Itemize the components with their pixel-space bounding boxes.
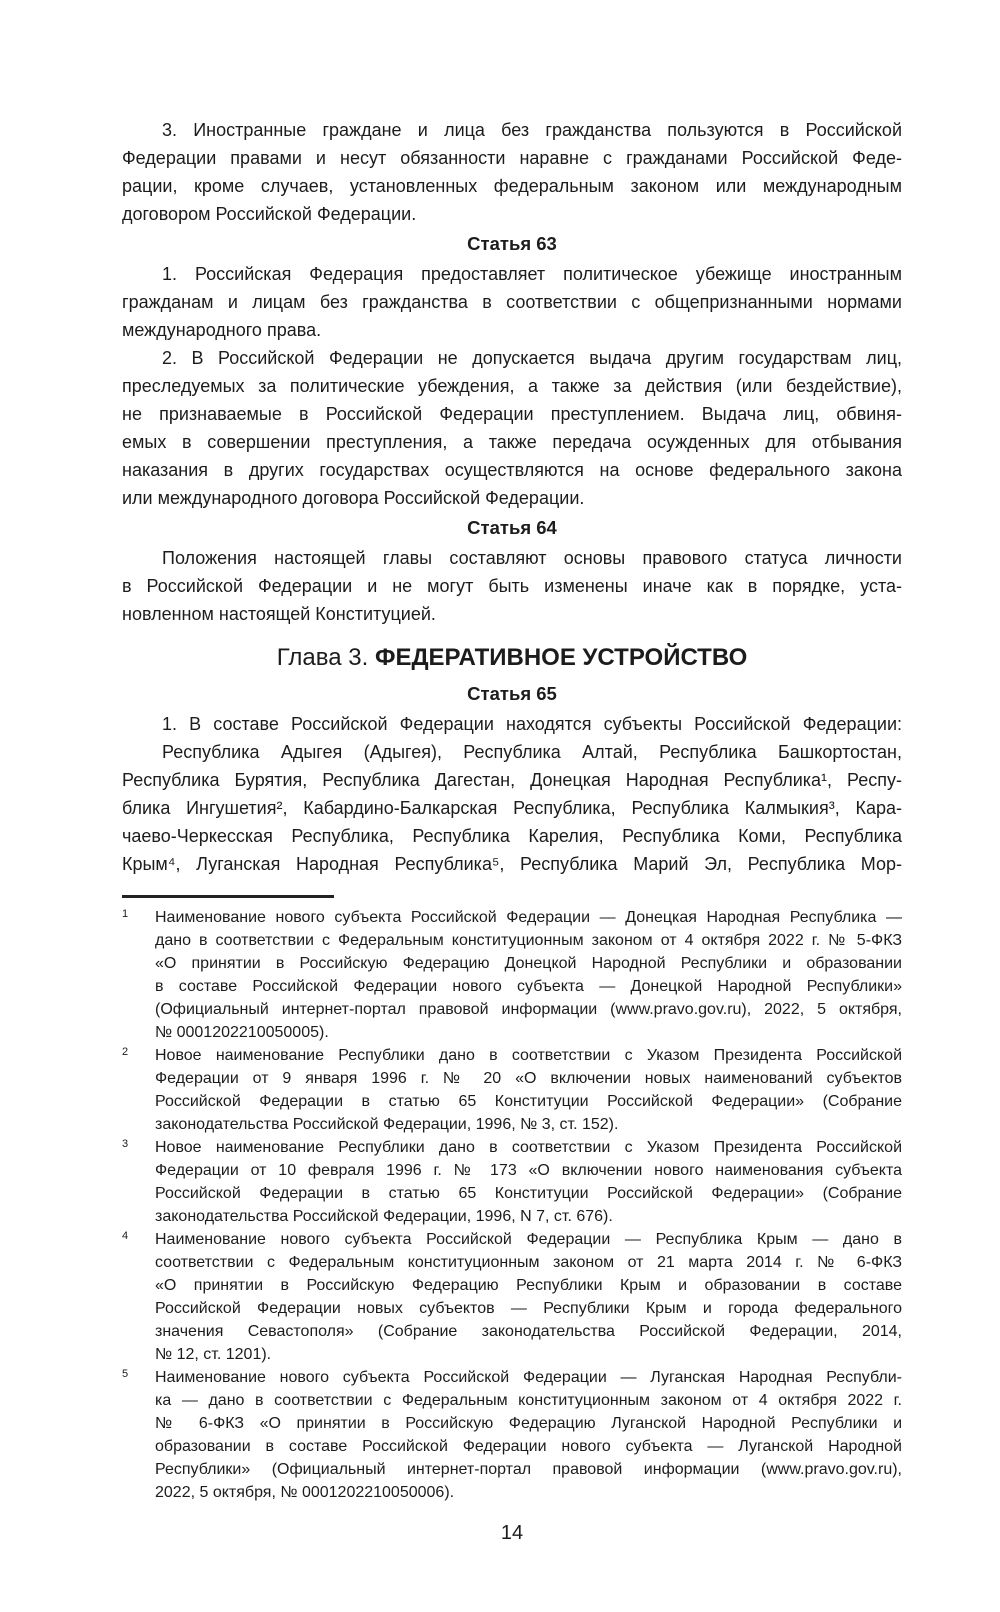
page-number: 14 <box>500 1522 524 1544</box>
article-63-paragraph-2: 2. В Российской Федерации не допускается выдача другим государствам лиц, преследуемых за политические убеждения, а также за действия (или бездействие), не признаваемые в Российской Федерации преступлением. Выдача лиц, обвиня- емых в совершении преступления, а также передача осужденных для отбывания наказания в других государствах осуществляются на основе федерального закона или международного договора Российской Федерации. <box>122 348 902 508</box>
article-65-intro: 1. В составе Российской Федерации находятся субъекты Российской Федерации: <box>162 714 902 734</box>
footnote-3-text: Новое наименование Республики дано в соответствии с Указом Президента Российской Федерации от 10 февраля 1996 г. № 173 «О включении нового наименования субъекта Российской Федерации в статью 65 Конституции Российской Федерации» (Собрание законодательства Российской Федерации, 1996, N 7, ст. 676). <box>155 1139 902 1225</box>
main-text <box>122 116 902 878</box>
article-65-heading: Статья 65 <box>467 683 557 704</box>
article-64-heading: Статья 64 <box>467 517 557 538</box>
chapter-3-label: Глава 3. <box>276 644 369 671</box>
footnote-5 <box>122 1366 902 1504</box>
footnote-1 <box>122 906 902 1044</box>
article-65-subjects-list: Республика Адыгея (Адыгея), Республика Алтай, Республика Башкортостан, Республика Бурятия, Республика Дагестан, Донецкая Народная Республика¹, Респу- блика Ингушетия², Кабардино-Балкарская Республика, Республика Калмыкия³, Кара- чаево-Черкесская Республика, Республика Карелия, Республика Коми, Республика Крым⁴, Луганская Народная Республика⁵, Республика Марий Эл, Республика Мор- <box>122 742 902 874</box>
footnote-1-marker: 1 <box>122 908 129 920</box>
article-63-paragraph-1: 1. Российская Федерация предоставляет политическое убежище иностранным гражданам и лицам без гражданства в соответствии с общепризнанными нормами международного права. <box>122 264 902 340</box>
chapter-3-title: ФЕДЕРАТИВНОЕ УСТРОЙСТВО <box>374 644 748 671</box>
paragraph-foreign-citizens: 3. Иностранные граждане и лица без гражданства пользуются в Российской Федерации правами и несут обязанности наравне с гражданами Российской Феде- рации, кроме случаев, установленных федеральным законом или международным договором Российской Федерации. <box>122 120 902 224</box>
footnote-2 <box>122 1044 902 1136</box>
footnotes-section <box>122 906 902 1504</box>
footnote-2-text: Новое наименование Республики дано в соответствии с Указом Президента Российской Федерации от 9 января 1996 г. № 20 «О включении новых наименований субъектов Российской Федерации в статью 65 Конституции Российской Федерации» (Собрание законодательства Российской Федерации, 1996, № 3, ст. 152). <box>155 1047 902 1133</box>
footnote-2-marker: 2 <box>122 1046 129 1058</box>
footnote-5-marker: 5 <box>122 1368 129 1380</box>
footnote-4-marker: 4 <box>122 1230 129 1242</box>
footnote-4-text: Наименование нового субъекта Российской Федерации — Республика Крым — дано в соответствии с Федеральным конституционным законом от 21 марта 2014 г. № 6-ФКЗ «О принятии в Российскую Федерацию Республики Крым и образовании в составе Российской Федерации новых субъектов — Республики Крым и города федерального значения Севастополя» (Собрание законодательства Российской Федерации, 2014, № 12, ст. 1201). <box>155 1231 902 1363</box>
article-63-heading: Статья 63 <box>467 233 557 254</box>
article-64-paragraph: Положения настоящей главы составляют основы правового статуса личности в Российской Федерации и не могут быть изменены иначе как в порядке, уста- новленном настоящей Конституцией. <box>122 548 902 624</box>
footnote-1-text: Наименование нового субъекта Российской Федерации — Донецкая Народная Республика — дано в соответствии с Федеральным конституционным законом от 4 октября 2022 г. № 5-ФКЗ «О принятии в Российскую Федерацию Донецкой Народной Республики и образовании в составе Российской Федерации нового субъекта — Донецкой Народной Республики» (Официальный интернет-портал правовой информации (www.pravo.gov.ru), 2022, 5 октября, № 0001202210050005). <box>155 909 902 1041</box>
footnote-5-text: Наименование нового субъекта Российской Федерации — Луганская Народная Республи- ка — дано в соответствии с Федеральным конституционным законом от 4 октября 2022 г. № 6-ФКЗ «О принятии в Российскую Федерацию Луганской Народной Республики и образовании в составе Российской Федерации нового субъекта — Луганской Народной Республики» (Официальный интернет-портал правовой информации (www.pravo.gov.ru), 2022, 5 октября, № 0001202210050006). <box>155 1369 902 1501</box>
footnote-separator <box>122 895 334 898</box>
footnote-4 <box>122 1228 902 1366</box>
footnote-3-marker: 3 <box>122 1138 129 1150</box>
footnote-3 <box>122 1136 902 1228</box>
chapter-3-heading <box>122 643 902 673</box>
